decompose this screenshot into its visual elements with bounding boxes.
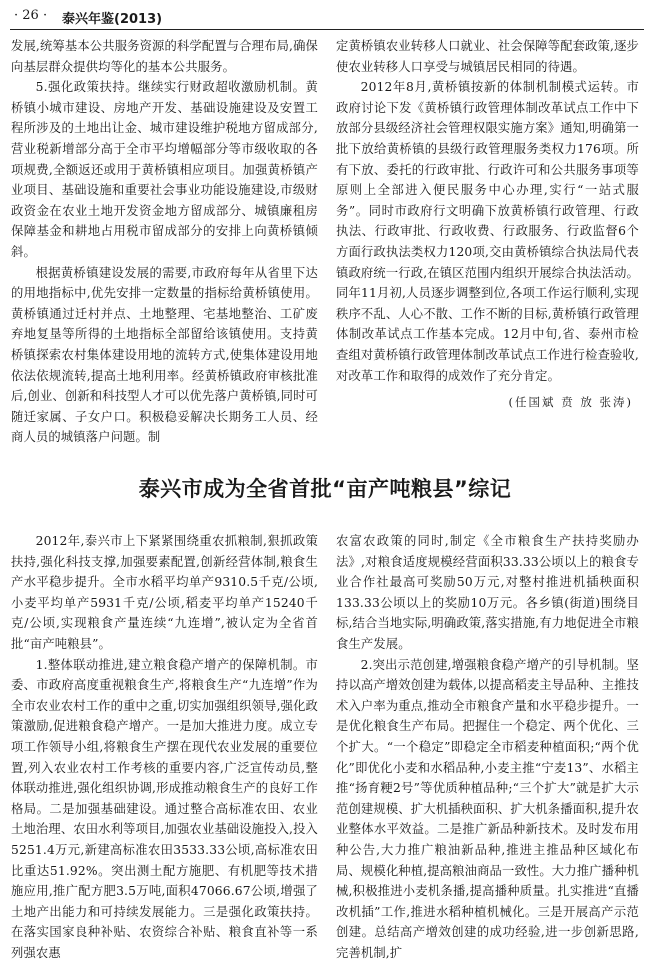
paragraph: 农富农政策的同时,制定《全市粮食生产扶持奖励办法》,对粮食适度规模经营面积33.33公顷以上的粮食专业合作社最高可奖励50万元,对整村推进机插秧面积133.33公顷以上的奖励10万元。各乡镇(街道)围绕目标,结合当地实际,明确政策,落实措施,有力地促进全市粮食生产发展。 xyxy=(336,534,639,651)
yearbook-title: 泰兴年鉴(2013) xyxy=(62,12,163,27)
second-article-column-left xyxy=(11,531,318,960)
paragraph: 1.整体联动推进,建立粮食稳产增产的保障机制。市委、市政府高度重视粮食生产,将粮食生产“九连增”作为全市农业农村工作的重中之重,切实加强组织领导,强化政策激励,促进粮食稳产增产。一是加大推进力度。成立专项工作领导小组,将粮食生产摆在现代农业发展的重要位置,列入农业农村工作考核的重要内容,广泛宣传动员,整体联动推进,强化组织协调,形成推动粮食生产的良好工作格局。二是加强基础建设。通过整合高标准农田、农业土地治理、农田水利等项目,加强农业基础设施投入,投入5251.4万元,新建高标准农田3533.33公顷,高标准农田比重达51.92%。突出测土配方施肥、有机肥等技术措施应用,推广配方肥3.5万吨,面积47066.67公顷,增强了土地产出能力和可持续发展能力。三是强化政策扶持。在落实国家良种补贴、农资综合补贴、粮食直补等一系列强农惠 xyxy=(11,657,318,960)
running-header xyxy=(0,0,650,30)
top-article-column-right xyxy=(336,36,639,421)
paragraph: 2012年8月,黄桥镇按新的体制机制模式运转。市政府讨论下发《黄桥镇行政管理体制改革试点工作中下放部分县级经济社会管理权限实施方案》通知,明确第一批下放给黄桥镇的县级行政管理服务类权力176项。所有下放、委托的行政审批、行政许可和公共服务事项等原则上全部进入便民服务中心办理,实行“一站式服务”。同时市政府行文明确下放黄桥镇行政管理、行政执法、行政审批、行政收费、行政服务、行政监督6个方面行政执法类权力120项,交由黄桥镇综合执法局代表镇政府统一行政,在镇区范围内组织开展综合执法活动。同年11月初,人员逐步调整到位,各项工作运行顺利,实现秩序不乱、人心不散、工作不断的目标,黄桥镇行政管理体制改革试点工作基本完成。12月中旬,省、泰州市检查组对黄桥镇行政管理体制改革试点工作进行检查验收,对改革工作和取得的成效作了充分肯定。 xyxy=(336,80,639,383)
article-title: 泰兴市成为全省首批“亩产吨粮县”综记 xyxy=(138,477,512,501)
paragraph: 发展,统筹基本公共服务资源的科学配置与合理布局,确保向基层群众提供均等化的基本公共服务。 xyxy=(11,39,318,74)
author-signature: (任国斌 贲 放 张涛) xyxy=(508,395,633,410)
paragraph: 定黄桥镇农业转移人口就业、社会保障等配套政策,逐步使农业转移人口享受与城镇居民相同的待遇。 xyxy=(336,39,639,74)
paragraph: 根据黄桥镇建设发展的需要,市政府每年从省里下达的用地指标中,优先安排一定数量的指标给黄桥镇使用。黄桥镇通过迁村并点、土地整理、宅基地整治、工矿废弃地复垦等所得的土地指标全部留给该镇使用。支持黄桥镇探索农村集体建设用地的流转方式,使集体建设用地依法依规流转,提高土地利用率。经黄桥镇政府审核批准后,创业、创新和科技型人才可以优先落户黄桥镇,同时可随迁家属、子女户口。积极稳妥解决长期务工人员、经商人员的城镇落户问题。制 xyxy=(11,265,318,445)
paragraph: 2.突出示范创建,增强粮食稳产增产的引导机制。坚持以高产增效创建为载体,以提高稻麦主导品种、主推技术入户率为重点,推动全市粮食产量和水平稳步提升。一是优化粮食生产布局。把握住一个稳定、两个优化、三个扩大。“一个稳定”即稳定全市稻麦种植面积;“两个优化”即优化小麦和水稻品种,小麦主推“宁麦13”、水稻主推“扬育粳2号”等优质种植品种;“三个扩大”就是扩大示范创建规模、扩大机插秧面积、扩大机条播面积,提升农业整体水平效益。二是推广新品种新技术。及时发布用种公告,大力推广粮油新品种,推进主推品种区域化布局、规模化种植,提高粮油商品一致性。大力推广播种机械,积极推进小麦机条播,提高播种质量。扎实推进“直播改机插”工作,推进水稻种植机械化。三是开展高产示范创建。总结高产增效创建的成功经验,进一步创新思路,完善机制,扩 xyxy=(336,657,639,960)
top-article-column-left xyxy=(11,36,318,445)
header-rule xyxy=(10,29,644,30)
page-number: · 26 · xyxy=(14,8,48,23)
second-article-column-right xyxy=(336,531,639,960)
paragraph: 2012年,泰兴市上下紧紧围绕重农抓粮制,狠抓政策扶持,强化科技支撑,加强要素配置,创新经营体制,粮食生产水平稳步提升。全市水稻平均单产9310.5千克/公顷,小麦平均单产5931千克/公顷,稻麦平均单产15240千克/公顷,实现粮食产量连续“九连增”,被认定为全省首批“亩产吨粮县”。 xyxy=(11,534,318,651)
paragraph: 5.强化政策扶持。继续实行财政超收激励机制。黄桥镇小城市建设、房地产开发、基础设施建设及安置工程所涉及的土地出让金、城市建设维护税地方留成部分,营业税新增部分高于全市平均增幅部分等市级收取的各项规费,全额返还或用于黄桥镇相应项目。加强黄桥镇产业项目、基础设施和重要社会事业功能设施建设,市级财政资金在农业土地开发资金地方留成部分、城镇廉租房保障基金和耕地占用税市留成部分的安排上向黄桥镇倾斜。 xyxy=(11,80,318,259)
